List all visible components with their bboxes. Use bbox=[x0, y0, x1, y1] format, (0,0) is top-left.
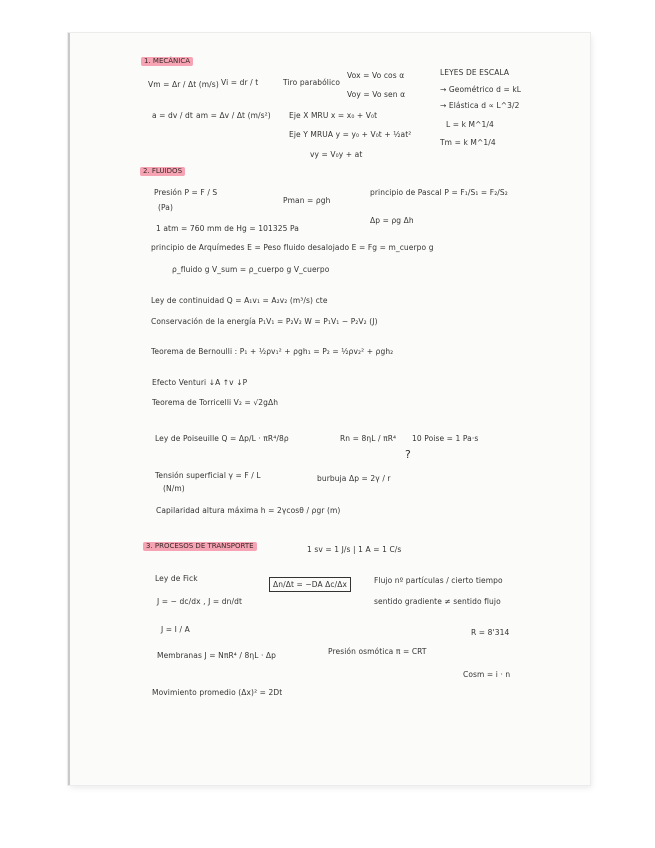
poise: 10 Poise = 1 Pa·s bbox=[412, 434, 479, 443]
arquimedes-2: ρ_fluido g V_sum = ρ_cuerpo g V_cuerpo bbox=[172, 265, 330, 274]
fick-box: Δn/Δt = −DA Δc/Δx bbox=[269, 577, 351, 592]
delta-p: Δp = ρg Δh bbox=[370, 216, 414, 225]
section-mecanica: 1. MECÁNICA bbox=[141, 57, 193, 66]
formula-vm: Vm = Δr / Δt (m/s) bbox=[148, 80, 219, 89]
poiseuille: Ley de Poiseuille Q = Δp/L · πR⁴/8ρ bbox=[155, 434, 289, 443]
eje-y: Eje Y MRUA y = y₀ + V₀t + ½at² bbox=[289, 130, 412, 139]
ley-fick: Ley de Fick bbox=[155, 574, 198, 583]
membranas: Membranas J = NπR⁴ / 8ηL · Δp bbox=[157, 651, 277, 660]
units-transporte: 1 sv = 1 J/s | 1 A = 1 C/s bbox=[307, 545, 402, 554]
atm: 1 atm = 760 mm de Hg = 101325 Pa bbox=[156, 224, 299, 233]
burbuja: burbuja Δp = 2γ / r bbox=[317, 474, 391, 483]
notes-sheet bbox=[68, 33, 590, 785]
geometrico: → Geométrico d = kL bbox=[440, 85, 522, 94]
cosm: Cosm = i · n bbox=[463, 670, 511, 679]
presion-units: (Pa) bbox=[158, 203, 174, 212]
formula-j2: J = I / A bbox=[161, 625, 190, 634]
leyes-escala: LEYES DE ESCALA bbox=[440, 68, 510, 77]
sentido: sentido gradiente ≠ sentido flujo bbox=[374, 597, 501, 606]
eje-x: Eje X MRU x = x₀ + V₀t bbox=[289, 111, 378, 120]
formula-voy: Voy = Vo sen α bbox=[347, 90, 406, 99]
movimiento-promedio: Movimiento promedio (Δx)² = 2Dt bbox=[152, 688, 283, 697]
pascal: principio de Pascal P = F₁/S₁ = F₂/S₂ bbox=[370, 188, 508, 197]
flujo: Flujo nº partículas / cierto tiempo bbox=[374, 576, 503, 585]
elastica: → Elástica d ∝ L^3/2 bbox=[440, 101, 520, 110]
continuidad: Ley de continuidad Q = A₁v₁ = A₂v₂ (m³/s) cte bbox=[151, 296, 328, 305]
formula-vox: Vox = Vo cos α bbox=[347, 71, 405, 80]
formula-j: J = − dc/dx , J = dn/dt bbox=[157, 597, 243, 606]
formula-am: am = Δv / Δt (m/s²) bbox=[196, 111, 271, 120]
bernoulli: Teorema de Bernoulli : P₁ + ½ρv₁² + ρgh₁ = P₂ = ½ρv₂² + ρgh₂ bbox=[151, 347, 394, 356]
section-transporte: 3. PROCESOS DE TRANSPORTE bbox=[143, 542, 257, 551]
formula-vy: vy = V₀y + at bbox=[310, 150, 363, 159]
formula-a: a = dv / dt bbox=[152, 111, 193, 120]
tension-units: (N/m) bbox=[163, 484, 185, 493]
tension-superficial: Tensión superficial γ = F / L bbox=[155, 471, 261, 480]
torricelli: Teorema de Torricelli V₂ = √2gΔh bbox=[152, 398, 279, 407]
presion: Presión P = F / S bbox=[154, 188, 218, 197]
formula-lkm: L = k M^1/4 bbox=[446, 120, 494, 129]
rn: Rn = 8ηL / πR⁴ bbox=[340, 434, 397, 443]
venturi: Efecto Venturi ↓A ↑v ↓P bbox=[152, 378, 248, 387]
presion-osmotica: Presión osmótica π = CRT bbox=[328, 647, 427, 656]
section-fluidos: 2. FLUIDOS bbox=[140, 167, 185, 176]
question-mark: ? bbox=[405, 448, 411, 461]
arquimedes: principio de Arquímedes E = Peso fluido desalojado E = Fg = m_cuerpo g bbox=[151, 243, 434, 252]
capilaridad: Capilaridad altura máxima h = 2γcosθ / ρgr (m) bbox=[156, 506, 341, 515]
constante-r: R = 8'314 bbox=[471, 628, 510, 637]
formula-vi: Vi = dr / t bbox=[221, 78, 259, 87]
conservacion: Conservación de la energía P₁V₁ = P₂V₂ W = P₁V₁ − P₂V₂ (J) bbox=[151, 317, 378, 326]
pman: Pman = ρgh bbox=[283, 196, 331, 205]
tiro-parabolico: Tiro parabólico bbox=[283, 78, 341, 87]
formula-tm: Tm = k M^1/4 bbox=[440, 138, 496, 147]
